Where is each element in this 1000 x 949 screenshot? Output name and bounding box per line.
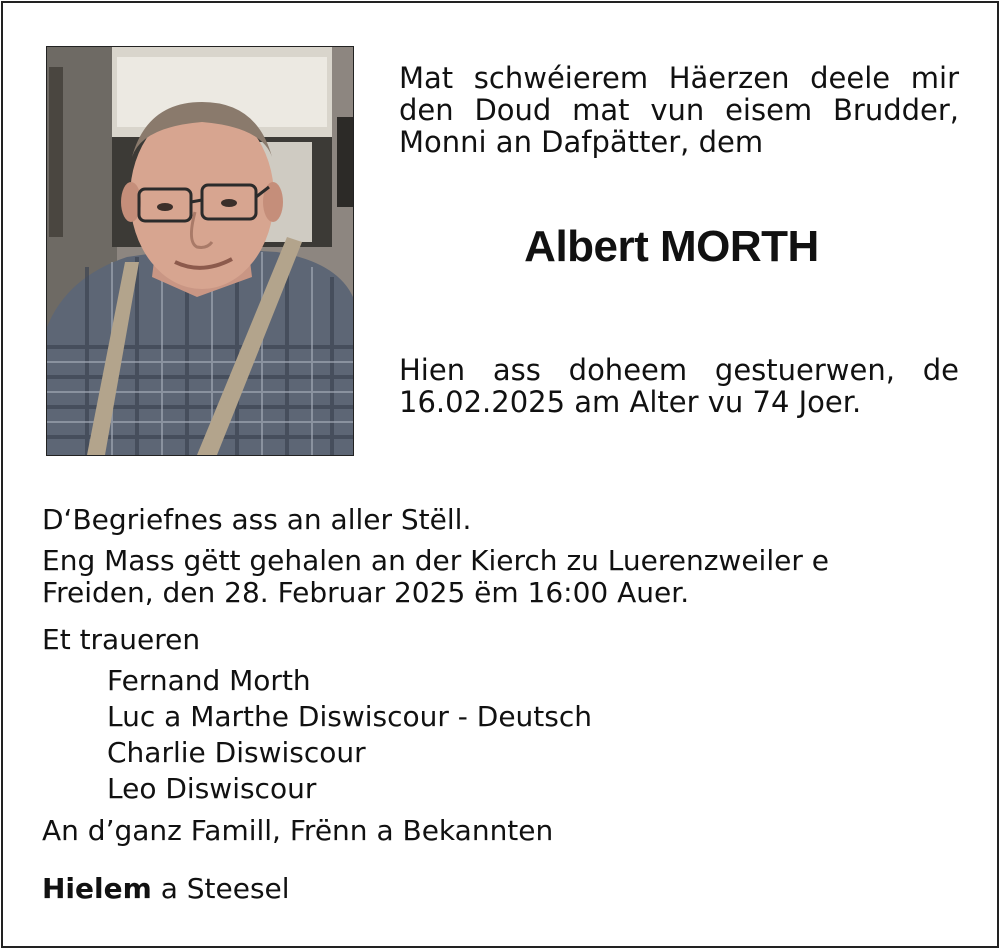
death-line: Hien ass doheem gestuerwen, de xyxy=(399,353,959,387)
portrait-photo xyxy=(46,46,354,456)
burial-notice: D‘Begriefnes ass an aller Stëll. xyxy=(42,503,472,536)
intro-line: Monni an Dafpätter, dem xyxy=(399,125,764,159)
mass-line: Eng Mass gëtt gehalen an der Kierch zu Luerenzweiler e xyxy=(42,544,829,577)
mourner-name: Leo Diswiscour xyxy=(107,772,317,805)
death-line: 16.02.2025 am Alter vu 74 Joer. xyxy=(399,385,862,419)
mourner-name: Luc a Marthe Diswiscour - Deutsch xyxy=(107,700,593,733)
mourner-name: Fernand Morth xyxy=(107,664,311,697)
deceased-name: Albert MORTH xyxy=(524,222,819,271)
mourner-name: Charlie Diswiscour xyxy=(107,736,366,769)
intro-line: den Doud mat vun eisem Brudder, xyxy=(399,93,959,127)
funeral-home-name: Hielem xyxy=(42,872,152,905)
mourners-list xyxy=(107,663,592,807)
family-line: An d’ganz Famill, Frënn a Bekannten xyxy=(42,814,554,847)
mourning-intro: Et traueren xyxy=(42,623,201,656)
mass-notice xyxy=(42,545,872,609)
funeral-home xyxy=(42,873,290,905)
death-details xyxy=(399,354,959,418)
intro-text xyxy=(399,62,959,158)
mass-line: Freiden, den 28. Februar 2025 ëm 16:00 Auer. xyxy=(42,576,690,609)
funeral-home-location: a Steesel xyxy=(160,872,290,905)
intro-line: Mat schwéierem Häerzen deele mir xyxy=(399,61,959,95)
